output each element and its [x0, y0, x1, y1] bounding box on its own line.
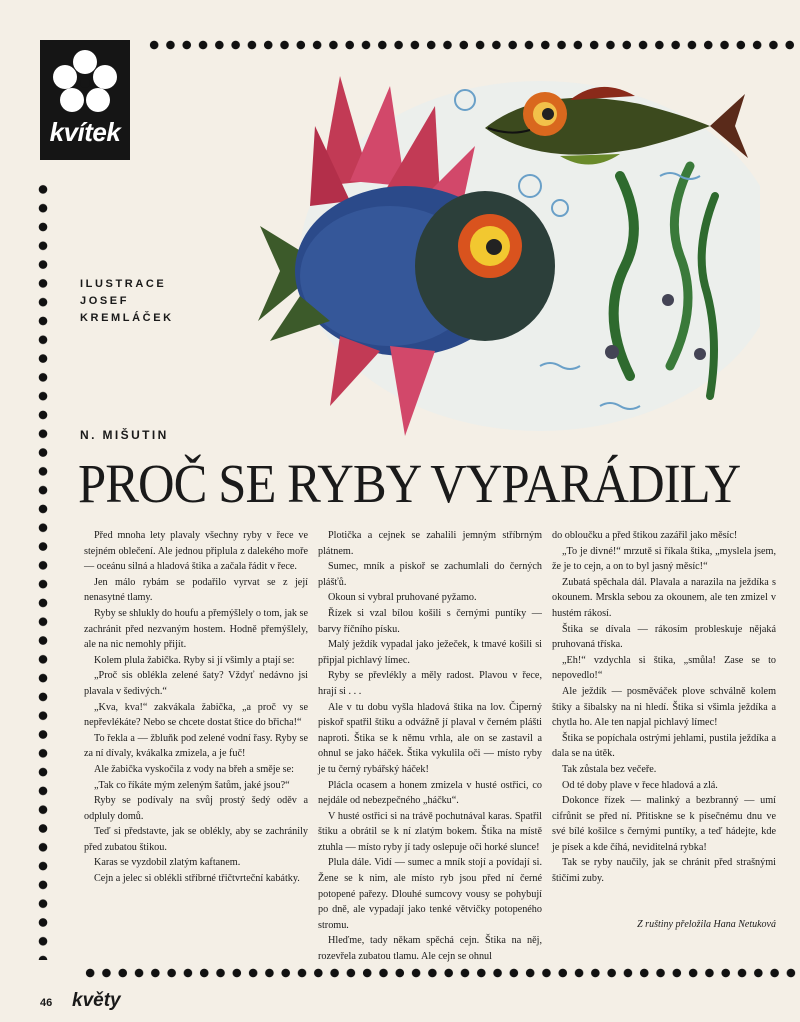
credits-line-3: KREMLÁČEK	[80, 312, 174, 324]
paragraph: Cejn a jelec si oblékli stříbrné třičtvrteční kabátky.	[94, 873, 300, 885]
paragraph: Ale žabička vyskočila z vody na břeh a směje se:	[94, 763, 294, 775]
dotted-border-top	[146, 40, 796, 50]
paragraph: Řízek si vzal bílou košili s černými puntíky — barvy říčního písku.	[318, 607, 542, 635]
paragraph: Ryby se shlukly do houfu a přemýšlely o tom, jak se zachránit před nezvaným hostem. Hodně přemýšlely, ale na nic nemohly přijít.	[84, 607, 308, 651]
paragraph: Tak se ryby naučily, jak se chránit před strašnými štičími zuby.	[552, 857, 776, 885]
paragraph: Štika se popíchala ostrými jehlami, pustila ježdíka a dala se na útěk.	[552, 732, 776, 760]
translator-credit: Z ruštiny přeložila Hana Netuková	[637, 918, 776, 930]
text-column-3	[552, 528, 776, 932]
paragraph: „To je divné!“ mrzutě si říkala štika, „myslela jsem, že je to cejn, a on to byl jasný měsíc!“	[552, 545, 776, 573]
paragraph: Tak zůstala bez večeře.	[562, 763, 657, 775]
paragraph: To řekla a — žbluňk pod zelené vodní řasy. Ryby se za ní dívaly, kvákalka zmizela, a je fuč!	[84, 732, 308, 760]
paragraph: Ryby se podívaly na svůj prostý šedý oděv a odpluly domů.	[84, 795, 308, 822]
paragraph: Před mnoha lety plavaly všechny ryby v řece ve stejném oblečení. Ale jednou připlula z dalekého moře — oceánu silná a hladová štika a začala řádit v řece.	[84, 530, 308, 573]
credits-line-1: ILUSTRACE	[80, 278, 167, 290]
paragraph: Kolem plula žabička. Ryby si jí všimly a ptají se:	[94, 654, 295, 666]
article-body	[84, 528, 784, 963]
magazine-name: květy	[72, 990, 121, 1011]
author-name: N. MIŠUTIN	[80, 428, 169, 442]
text-column-1	[84, 528, 308, 887]
paragraph: Od té doby plave v řece hladová a zlá.	[562, 779, 718, 791]
fish-illustration	[240, 66, 760, 446]
paragraph: Okoun si vybral pruhované pyžamo.	[328, 592, 477, 604]
paragraph: Štika se dívala — rákosím probleskuje nějaká pruhovaná tříska.	[552, 623, 776, 651]
paragraph: Ale ježdík — posměváček plove schválně kolem štiky a šibalsky na ni hledí. Štika si všimla ježdíka a chytla ho. Ale ten napjal pichlavý límec!	[552, 685, 776, 729]
paragraph: „Proč sis oblékla zelené šaty? Vždyť nedávno jsi plavala v šedivých.“	[84, 670, 308, 697]
paragraph: Dokonce řízek — malinký a bezbranný — umí cifrůnit se před ní. Přitiskne se k písečnému dnu ve své bílé košilce s černými puntíky, a teď hádejte, kde je písek a kde číhá, neviditelná rybka!	[552, 795, 776, 853]
paragraph: Plotička a cejnek se zahalili jemným stříbrným plátnem.	[318, 530, 542, 557]
paragraph: V husté ostřici si na trávě pochutnával karas. Spatřil štiku a obrátil se k ní zlatým bokem. Štika na místě ztuhla — místo ryby jí tady oslepuje oči horké slunce!	[318, 810, 542, 853]
dotted-border-bottom	[82, 968, 796, 978]
paragraph: „Eh!“ vzdychla si štika, „smůla! Zase se to nepovedlo!“	[552, 654, 776, 682]
paragraph: Karas se vyzdobil zlatým kaftanem.	[94, 857, 241, 869]
logo-text: kvítek	[49, 117, 121, 147]
paragraph: do obloučku a před štikou zazářil jako měsíc!	[552, 530, 738, 541]
credits-line-2: JOSEF	[80, 295, 130, 307]
paragraph: Ale v tu dobu vyšla hladová štika na lov. Čiperný piskoř spatřil štiku a odvážně jí plaval v černém plášti naproti. Štika se k němu vrhla, ale on se zastavil a ohnul se jako háček. Štika vykulila oči — místo ryby je tu černý rybářský háček!	[318, 701, 542, 775]
paragraph: Teď si představte, jak se oblékly, aby se zachránily před zubatou štikou.	[84, 826, 308, 853]
dotted-border-left	[38, 180, 48, 960]
illustration-credits	[80, 276, 174, 327]
paragraph: Plula dále. Vidí — sumec a mník stojí a povídají si. Žene se k nim, ale místo ryb jsou před ní černé potopené pařezy. Dlouhé sumcovy vousy se pohybují po dně, ale vypadají jako tenké větvičky potopeného stromu.	[318, 857, 542, 931]
paragraph: Hleďme, tady někam spěchá cejn. Štika na něj, rozevřela zubatou tlamu. Ale cejn se ohnul	[318, 935, 542, 963]
paragraph: Jen málo rybám se podařilo vyrvat se z její nenasytné tlamy.	[84, 576, 308, 604]
article-title: PROČ SE RYBY VYPARÁDILY	[78, 453, 741, 514]
paragraph: Malý ježdík vypadal jako ježeček, k tmavé košili si připjal pichlavý límec.	[318, 639, 542, 666]
paragraph: „Kva, kva!“ zakvákala žabička, „a proč vy se nepřevlékáte? Nebo se chcete dostat štice do břicha!“	[84, 701, 308, 729]
paragraph: Sumec, mník a piskoř se zachumlali do černých plášťů.	[318, 561, 542, 588]
paragraph: „Tak co říkáte mým zeleným šatům, jaké jsou?“	[94, 779, 290, 791]
page-number: 46	[40, 997, 53, 1009]
paragraph: Plácla ocasem a honem zmizela v husté ostřici, co nejdále od nebezpečného „háčku“.	[318, 779, 542, 807]
paragraph: Ryby se převlékly a měly radost. Plavou v řece, hrají si . . .	[318, 670, 542, 697]
paragraph: Zubatá spěchala dál. Plavala a narazila na ježdíka s okounem. Mrskla sebou za okounem, ale ten zmizel v hustém rákosí.	[552, 576, 776, 619]
text-column-2	[318, 528, 542, 965]
kvitek-logo	[40, 40, 130, 160]
